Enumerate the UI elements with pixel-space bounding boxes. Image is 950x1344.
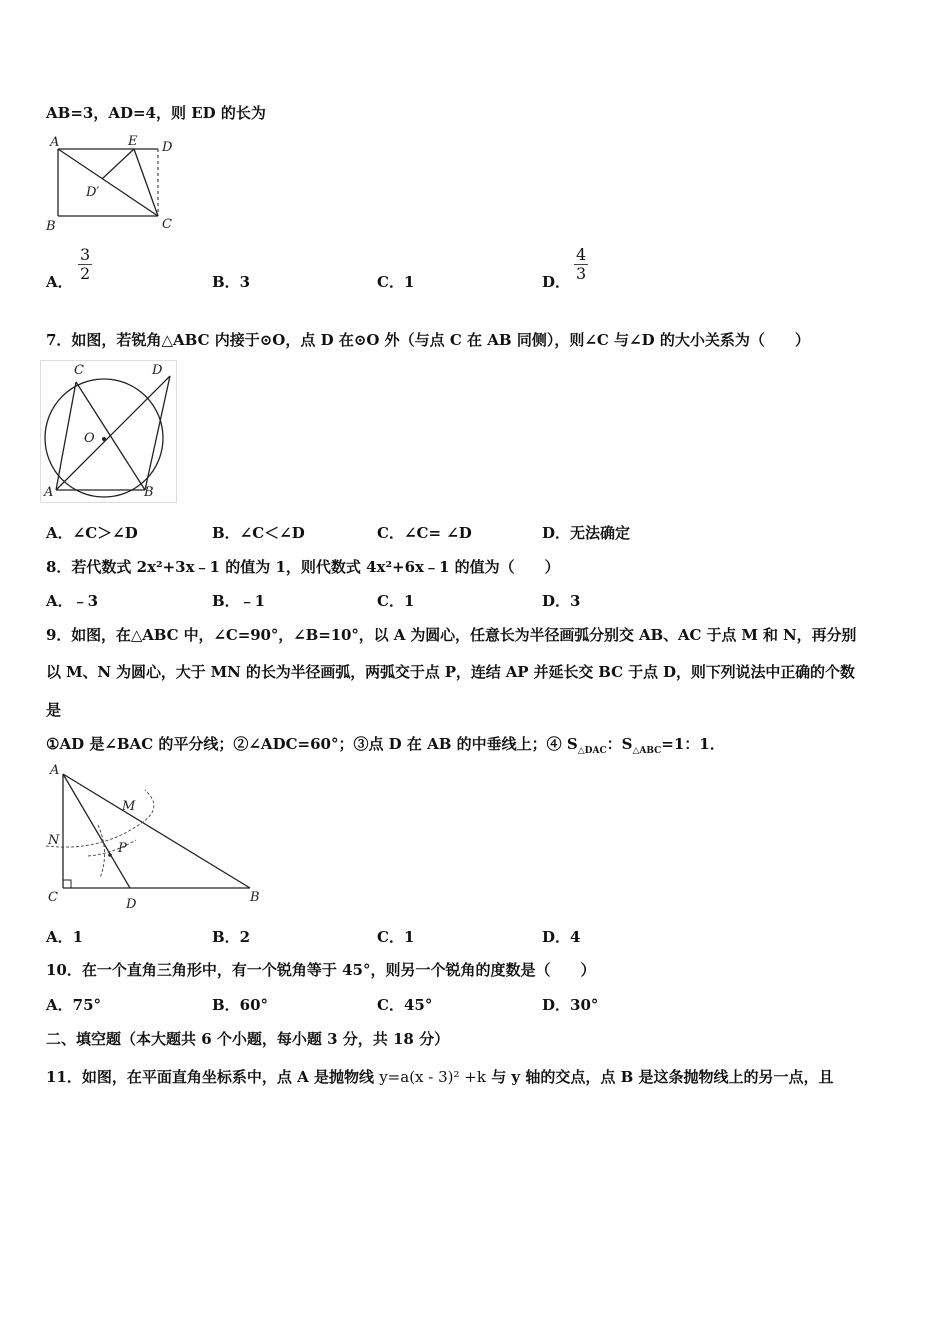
q6-option-c: C．1 (377, 273, 415, 291)
q6-option-a-fraction: 3 2 (80, 245, 91, 283)
q9-stem-line3: 是 (46, 701, 62, 719)
q9-option-d: D．4 (542, 928, 581, 946)
q10-stem: 10．在一个直角三角形中，有一个锐角等于 45°，则另一个锐角的度数是（ ） (46, 961, 596, 979)
q8-options (46, 590, 906, 610)
q9-option-a: A．1 (46, 928, 84, 946)
q7-circle-figure (40, 360, 180, 505)
q11-formula: y=a(x - 3)² +k (379, 1068, 486, 1086)
q10-options (46, 994, 906, 1014)
q8-option-c: C．1 (377, 592, 415, 610)
q7-options (46, 522, 906, 542)
q9-label-D: D (126, 897, 137, 912)
q6-label-Dprime: D′ (86, 185, 100, 200)
q7-option-c: C．∠C= ∠D (377, 524, 472, 542)
q8-option-a: A．﹣3 (46, 592, 99, 610)
q6-options (46, 244, 906, 294)
section2-title: 二、填空题（本大题共 6 个小题，每小题 3 分，共 18 分） (46, 1030, 450, 1048)
q6-option-d: D． 4 3 (542, 245, 587, 291)
q8-option-b: B．﹣1 (212, 592, 266, 610)
q8-stem: 8．若代数式 2x²+3x﹣1 的值为 1，则代数式 4x²+6x﹣1 的值为（ ） (46, 558, 560, 576)
q7-option-d: D．无法确定 (542, 524, 631, 542)
q9-label-C: C (48, 890, 58, 905)
q6-option-a: A． 3 2 (46, 245, 91, 291)
q10-option-c: C．45° (377, 996, 433, 1014)
q10-option-d: D．30° (542, 996, 599, 1014)
q7-label-D: D (152, 363, 163, 378)
q9-label-B: B (250, 890, 260, 905)
q9-label-P: P (118, 841, 127, 856)
q7-stem: 7．如图，若锐角△ABC 内接于⊙O，点 D 在⊙O 外（与点 C 在 AB 同侧），则∠C 与∠D 的大小关系为（ ） (46, 331, 810, 349)
q7-option-b: B．∠C＜∠D (212, 524, 305, 542)
q9-option-b: B．2 (212, 928, 251, 946)
q9-stem-line1: 9．如图，在△ABC 中，∠C=90°，∠B=10°，以 A 为圆心，任意长为半径画弧分别交 AB、AC 于点 M 和 N，再分别 (46, 626, 857, 644)
q10-option-a: A．75° (46, 996, 102, 1014)
q11-stem: 11．如图，在平面直角坐标系中，点 A 是抛物线 y=a(x - 3)² +k 与 y 轴的交点，点 B 是这条抛物线上的另一点，且 (46, 1068, 834, 1086)
q9-sub-abc: △ABC (632, 746, 662, 756)
q8-option-d: D．3 (542, 592, 581, 610)
q6-rectangle-figure (44, 132, 184, 237)
q9-stem-line2: 以 M、N 为圆心，大于 MN 的长为半径画弧，两弧交于点 P，连结 AP 并延长交 BC 于点 D，则下列说法中正确的个数 (46, 663, 855, 681)
q6-label-E: E (128, 134, 138, 149)
q9-sub-dac: △DAC (577, 746, 607, 756)
q6-option-d-fraction: 4 3 (576, 245, 587, 283)
q6-label-B: B (46, 219, 56, 234)
q7-label-A: A (44, 485, 54, 500)
q9-label-N: N (48, 833, 60, 848)
q9-triangle-figure (40, 760, 270, 915)
q6-option-b: B．3 (212, 273, 251, 291)
q9-label-M: M (122, 799, 136, 814)
q7-label-C: C (74, 363, 84, 378)
q7-label-B: B (144, 485, 154, 500)
q7-label-O: O (84, 431, 95, 446)
q6-label-D: D (162, 140, 173, 155)
q10-option-b: B．60° (212, 996, 269, 1014)
q9-statements: ①AD 是∠BAC 的平分线；②∠ADC=60°；③点 D 在 AB 的中垂线上；④ $S_{\triangle DAC}$：$S_{\triangle ABC}=1$：1． (46, 735, 725, 756)
q6-label-C: C (162, 217, 172, 232)
q6-label-A: A (50, 135, 60, 150)
q9-label-A: A (50, 763, 60, 778)
q9-options (46, 926, 906, 946)
q6-stem-tail: AB=3，AD=4，则 ED 的长为 (46, 104, 266, 122)
q9-option-c: C．1 (377, 928, 415, 946)
q7-option-a: A．∠C＞∠D (46, 524, 138, 542)
